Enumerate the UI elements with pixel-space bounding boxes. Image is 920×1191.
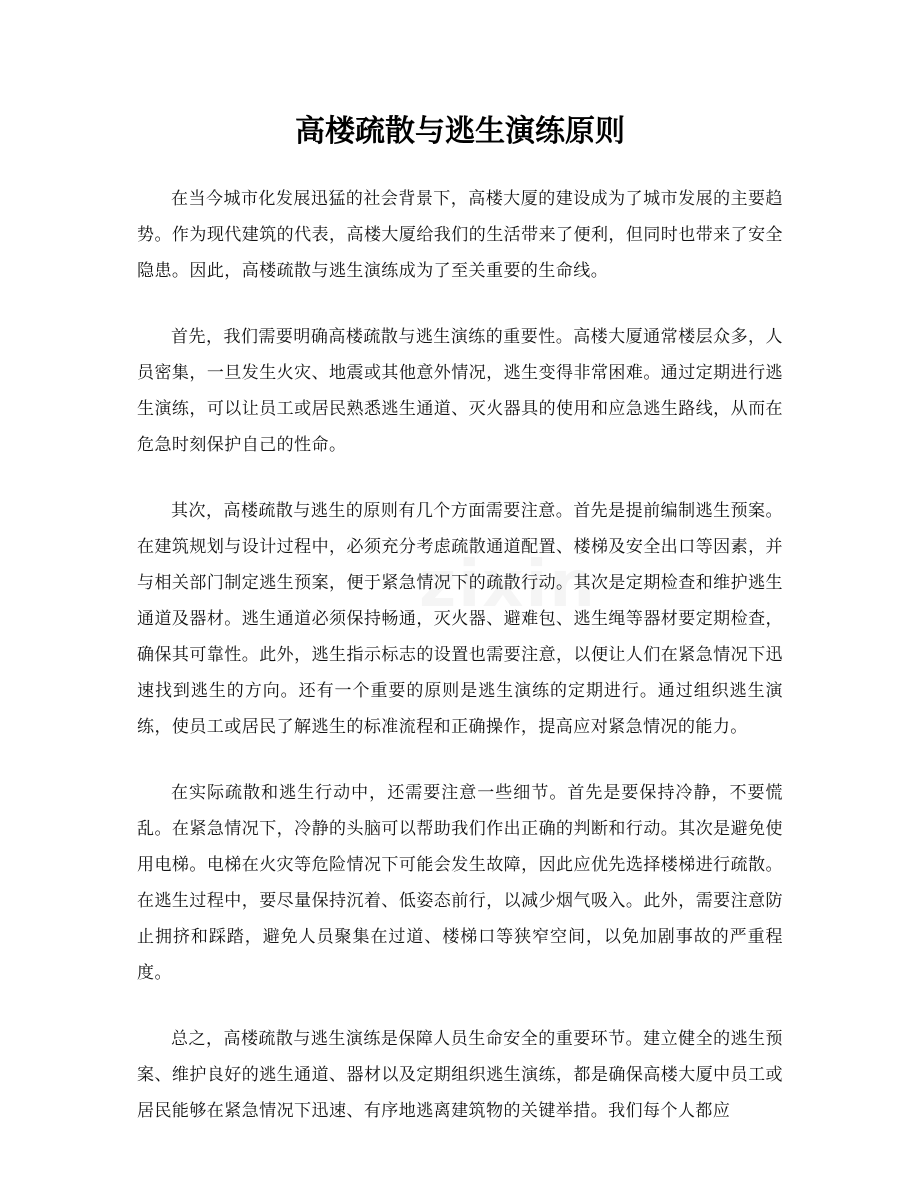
paragraph-4: 在实际疏散和逃生行动中，还需要注意一些细节。首先是要保持冷静，不要慌乱。在紧急情况下，冷静的头脑可以帮助我们作出正确的判断和行动。其次是避免使用电梯。电梯在火灾等危险情况下可能会发生故障，因此应优先选择楼梯进行疏散。在逃生过程中，要尽量保持沉着、低姿态前行，以减少烟气吸入。此外，需要注意防止拥挤和踩踏，避免人员聚集在过道、楼梯口等狭窄空间，以免加剧事故的严重程度。 (137, 783, 783, 983)
paragraph-5: 总之，高楼疏散与逃生演练是保障人员生命安全的重要环节。建立健全的逃生预案、维护良好的逃生通道、器材以及定期组织逃生演练，都是确保高楼大厦中员工或居民能够在紧急情况下迅速、有序地逃离建筑物的关键举措。我们每个人都应 (137, 1029, 783, 1121)
page-title: 高楼疏散与逃生演练原则 (295, 114, 625, 149)
document-body (137, 181, 783, 1159)
watermark: zixin (419, 548, 597, 622)
paragraph-1: 在当今城市化发展迅猛的社会背景下，高楼大厦的建设成为了城市发展的主要趋势。作为现代建筑的代表，高楼大厦给我们的生活带来了便利，但同时也带来了安全隐患。因此，高楼疏散与逃生演练成为了至关重要的生命线。 (137, 189, 783, 281)
paragraph-3: 其次，高楼疏散与逃生的原则有几个方面需要注意。首先是提前编制逃生预案。在建筑规划与设计过程中，必须充分考虑疏散通道配置、楼梯及安全出口等因素，并与相关部门制定逃生预案，便于紧急情况下的疏散行动。其次是定期检查和维护逃生通道及器材。逃生通道必须保持畅通，灭火器、避难包、逃生绳等器材要定期检查，确保其可靠性。此外，逃生指示标志的设置也需要注意，以便让人们在紧急情况下迅速找到逃生的方向。还有一个重要的原则是逃生演练的定期进行。通过组织逃生演练，使员工或居民了解逃生的标准流程和正确操作，提高应对紧急情况的能力。 (137, 501, 783, 737)
paragraph-2: 首先，我们需要明确高楼疏散与逃生演练的重要性。高楼大厦通常楼层众多，人员密集，一旦发生火灾、地震或其他意外情况，逃生变得非常困难。通过定期进行逃生演练，可以让员工或居民熟悉逃生通道、灭火器具的使用和应急逃生路线，从而在危急时刻保护自己的性命。 (137, 327, 783, 455)
